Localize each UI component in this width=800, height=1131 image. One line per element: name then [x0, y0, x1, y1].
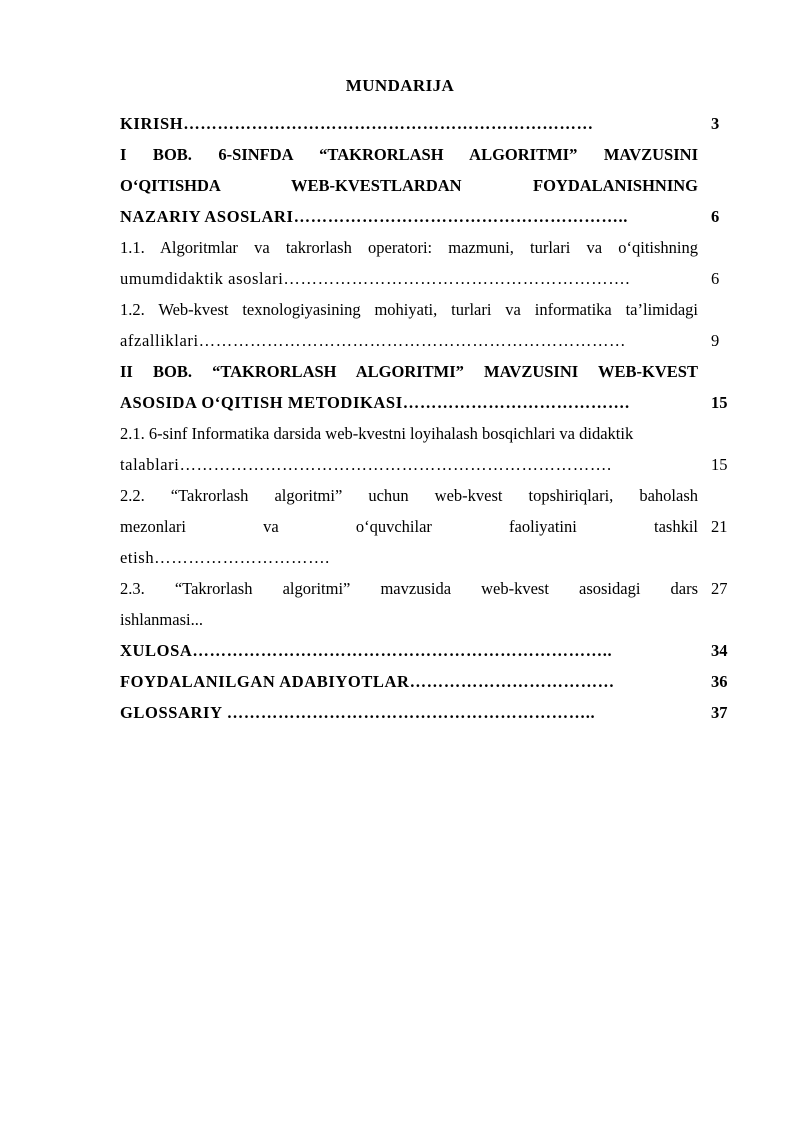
toc-entry-text: [120, 573, 698, 635]
toc-entry-line-2: OʻQITISHDA WEB-KVESTLARDAN FOYDALANISHNING: [120, 176, 698, 195]
toc-entry-foydalanilgan-adabiyotlar[interactable]: [120, 666, 740, 697]
toc-entry-xulosa[interactable]: [120, 635, 740, 666]
toc-entry-bob-1[interactable]: [120, 139, 740, 232]
toc-entry-section-2-2[interactable]: [120, 480, 740, 573]
toc-entry-line-1: 1.1. Algoritmlar va takrorlash operatori: mazmuni, turlari va oʻqitishning: [120, 238, 698, 257]
toc-entry-text: [120, 139, 698, 232]
toc-entry-line-2: talablari………………………………………………………………….: [120, 455, 612, 474]
toc-entry-page-number: 15: [711, 455, 728, 474]
toc-entry-page-number: 6: [711, 207, 720, 226]
toc-entry-line-2: afzalliklari…………………………………………………………………: [120, 331, 627, 350]
toc-entry-text: XULOSA………………………………………………………………..: [120, 641, 613, 660]
toc-entry-line-1: 2.1. 6-sinf Informatika darsida web-kvestni loyihalash bosqichlari va didaktik: [120, 424, 634, 443]
toc-entry-page-number: 37: [711, 703, 728, 722]
toc-entry-section-1-2[interactable]: [120, 294, 740, 356]
toc-entry-text: [120, 294, 698, 356]
page-title: MUNDARIJA: [345, 76, 455, 95]
toc-entry-line-1: 2.3. “Takrorlash algoritmi” mavzusida web-kvest asosidagi dars: [120, 579, 698, 598]
toc-entry-text: KIRISH………………………………………………………………: [120, 114, 594, 133]
toc-entry-line-3: NAZARIY ASOSLARI…………………………………………………..: [120, 207, 628, 226]
toc-entry-page-number: 3: [711, 114, 720, 133]
toc-entry-line-2: ishlanmasi...: [120, 610, 203, 629]
toc-entry-glossariy[interactable]: [120, 697, 740, 728]
toc-entry-bob-2[interactable]: [120, 356, 740, 418]
table-of-contents: [120, 108, 740, 728]
toc-entry-text: [120, 480, 698, 573]
toc-entry-line-2: mezonlari va oʻquvchilar faoliyatini tashkil: [120, 517, 698, 536]
toc-entry-section-2-3[interactable]: [120, 573, 740, 635]
toc-entry-kirish[interactable]: [120, 108, 740, 139]
toc-entry-page-number: 15: [711, 393, 728, 412]
toc-entry-text: [120, 356, 698, 418]
toc-entry-page-number: 21: [711, 517, 728, 536]
toc-entry-line-1: II BOB. “TAKRORLASH ALGORITMI” MAVZUSINI WEB-KVEST: [120, 362, 698, 381]
toc-entry-section-2-1[interactable]: [120, 418, 740, 480]
toc-entry-line-1: 1.2. Web-kvest texnologiyasining mohiyati, turlari va informatika ta’limidagi: [120, 300, 698, 319]
toc-entry-line-2: ASOSIDA OʻQITISH METODIKASI………………………………….: [120, 393, 630, 412]
toc-entry-page-number: 9: [711, 331, 720, 350]
toc-entry-page-number: 36: [711, 672, 728, 691]
toc-entry-text: FOYDALANILGAN ADABIYOTLAR………………………………: [120, 672, 615, 691]
toc-entry-page-number: 27: [711, 579, 728, 598]
toc-entry-page-number: 34: [711, 641, 728, 660]
toc-entry-line-1: I BOB. 6-SINFDA “TAKRORLASH ALGORITMI” MAVZUSINI: [120, 145, 698, 164]
toc-entry-line-3: etish………………………….: [120, 548, 330, 567]
toc-entry-text: [120, 418, 698, 480]
toc-entry-line-1: 2.2. “Takrorlash algoritmi” uchun web-kvest topshiriqlari, baholash: [120, 486, 698, 505]
toc-entry-line-2: umumdidaktik asoslari…………………………………………………….: [120, 269, 631, 288]
toc-entry-text: GLOSSARIY ………………………………………………………..: [120, 703, 596, 722]
toc-entry-text: [120, 232, 698, 294]
toc-entry-section-1-1[interactable]: [120, 232, 740, 294]
toc-entry-page-number: 6: [711, 269, 720, 288]
